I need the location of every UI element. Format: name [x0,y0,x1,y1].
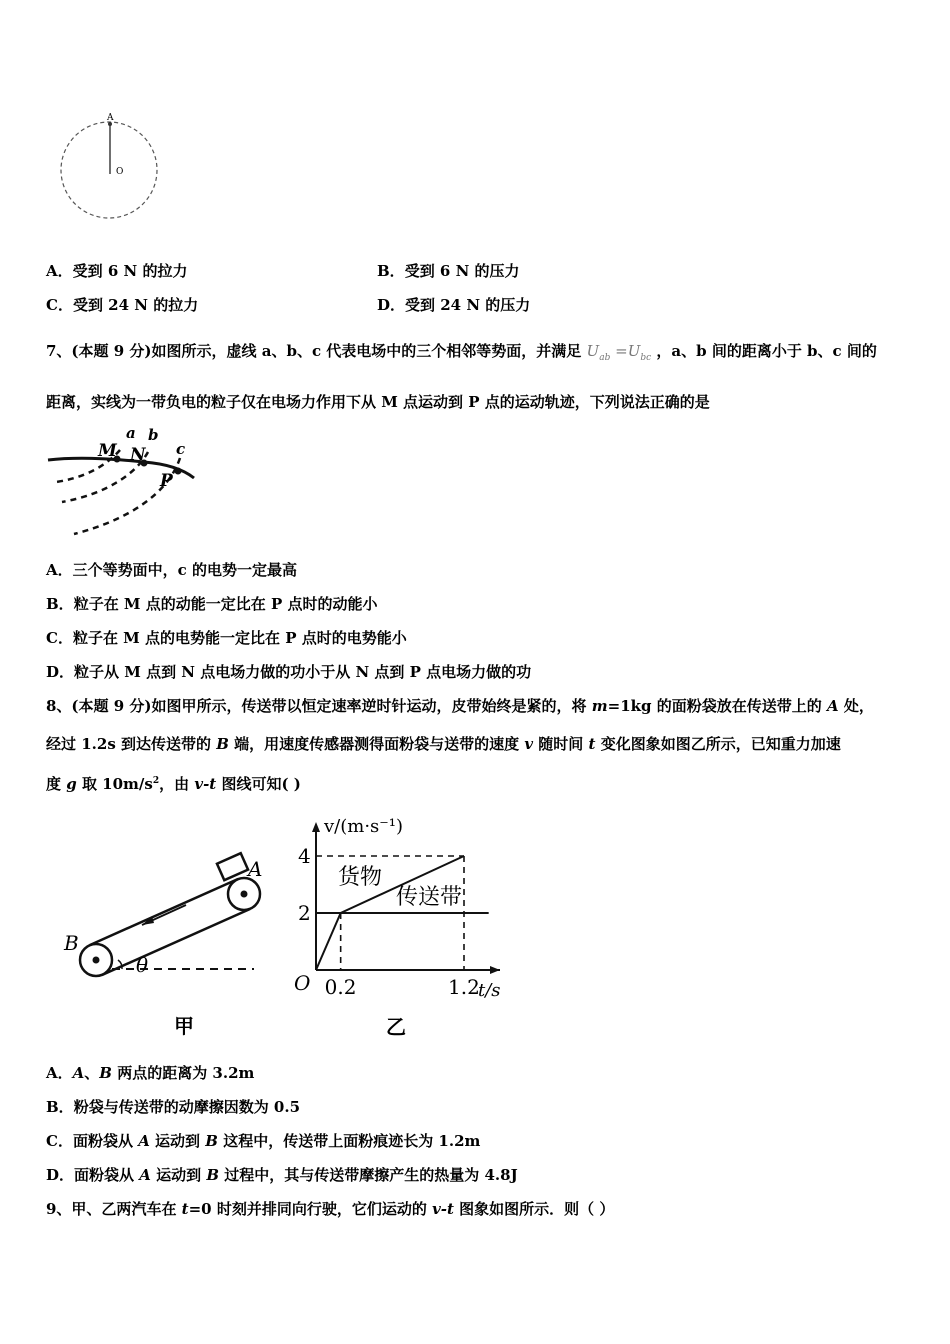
q7-option-a[interactable]: A．三个等势面中，c 的电势一定最高 [46,561,297,579]
svg-text:P: P [160,471,173,491]
q8-option-text-part: A [138,1132,150,1150]
q8-option-b[interactable]: B．粉袋与传送带的动摩擦因数为 0.5 [46,1098,301,1116]
q8-stem-line1: 8、(本题 9 分)如图甲所示，传送带以恒定速率逆时针运动，皮带始终是紧的，将 m=1kg 的面粉袋放在传送带上的 A 处， [46,697,874,715]
q7-stem-line1: 7、(本题 9 分)如图所示，虚线 a、b、c 代表电场中的三个相邻等势面，并满足 $U_{ab} =U_{bc}$ ，a、b 间的距离小于 b、c 间的 [46,342,877,363]
conveyor-figure [58,848,268,1048]
q7-option-b[interactable]: B．粒子在 M 点的动能一定比在 P 点时的动能小 [46,595,378,613]
svg-text:θ: θ [136,953,149,977]
y-axis-label: v/(m·s⁻¹) [324,816,404,837]
q6-option-c[interactable]: C．受到 24 N 的拉力 [46,296,199,314]
equipotential-figure [44,424,214,540]
svg-text:N: N [130,445,146,465]
x-axis-label: t/s [478,980,501,1001]
q8-option-text-part: B [99,1064,112,1082]
svg-text:M: M [98,441,117,461]
q7-formula: $U_{ab} =U_{bc}$ [586,342,652,363]
q8-option-text-part: A [72,1064,85,1082]
q8-option-a[interactable]: A．A、B 两点的距离为 3.2m [46,1064,255,1082]
q8-option-text-part: 这程中，传送带上面粉痕迹长为 1.2m [217,1132,481,1150]
q8-option-text-part: 两点的距离为 3.2m [111,1064,255,1082]
label-O: O [116,167,124,177]
origin-label: O [294,971,311,995]
q6-option-b[interactable]: B．受到 6 N 的压力 [377,262,520,280]
svg-text:c: c [176,440,186,458]
q8-option-text-part: 面粉袋从 [72,1132,139,1150]
belt-top [90,879,238,945]
svg-text:A: A [248,857,263,881]
q8-option-text-part: A [139,1166,151,1184]
y-tick-label: 2 [298,901,311,925]
equipotential-c [74,458,180,534]
q8-option-c[interactable]: C．面粉袋从 A 运动到 B 这程中，传送带上面粉痕迹长为 1.2m [46,1132,481,1150]
y-tick-label: 4 [298,844,311,868]
q8-option-text-part: 过程中，其与传送带摩擦产生的热量为 4.8J [219,1166,518,1184]
q6-option-a[interactable]: A．受到 6 N 的拉力 [46,262,188,280]
q7-option-d[interactable]: D．粒子从 M 点到 N 点电场力做的功小于从 N 点到 P 点电场力做的功 [46,663,532,681]
caption-yi: 乙 [386,1015,406,1039]
q7-option-c[interactable]: C．粒子在 M 点的电势能一定比在 P 点时的电势能小 [46,629,407,647]
caption-jia: 甲 [174,1014,194,1038]
q7-stem-line2: 距离，实线为一带负电的粒子仅在电场力作用下从 M 点运动到 P 点的运动轨迹，下列说法正确的是 [46,393,710,411]
package [217,853,248,880]
q8-option-d[interactable]: D．面粉袋从 A 运动到 B 过程中，其与传送带摩擦产生的热量为 4.8J [46,1166,518,1184]
q9-stem: 9、甲、乙两汽车在 t=0 时刻并排同向行驶，它们运动的 v-t 图象如图所示．则（ ） [46,1200,615,1218]
series-label-goods: 货物 [338,865,383,890]
circle-rod-figure [55,108,165,226]
q8-option-text-part: 、 [84,1064,100,1082]
svg-text:B: B [64,931,79,955]
q8-stem-line2: 经过 1.2s 到达传送带的 B 端，用速度传感器测得面粉袋与送带的速度 v 随时间 t 变化图象如图乙所示，已知重力加速 [46,735,841,753]
q8-option-text-part: 运动到 [149,1132,206,1150]
q8-option-text-part: B [206,1166,220,1184]
q6-option-d[interactable]: D．受到 24 N 的压力 [377,296,531,314]
x-axis-arrow [490,966,500,974]
q8-option-text-part: 粉袋与传送带的动摩擦因数为 0.5 [73,1098,301,1116]
svg-text:a: a [126,424,136,442]
point-P [175,468,182,475]
vt-chart [282,808,522,1048]
x-tick-label: 0.2 [324,975,357,999]
svg-text:b: b [148,426,159,444]
y-axis-arrow [312,822,320,832]
q8-option-text-part: 面粉袋从 [74,1166,140,1184]
q8-option-text-part: B [205,1132,218,1150]
label-A: A [107,113,114,123]
belt-bottom [102,909,250,975]
x-tick-label: 1.2 [448,975,480,999]
q8-option-text-part: 运动到 [150,1166,207,1184]
q8-stem-line3: 度 g 取 $10m/s^2$，由 v-t 图线可知( ) [46,775,301,793]
series-label-belt: 传送带 [396,885,463,910]
